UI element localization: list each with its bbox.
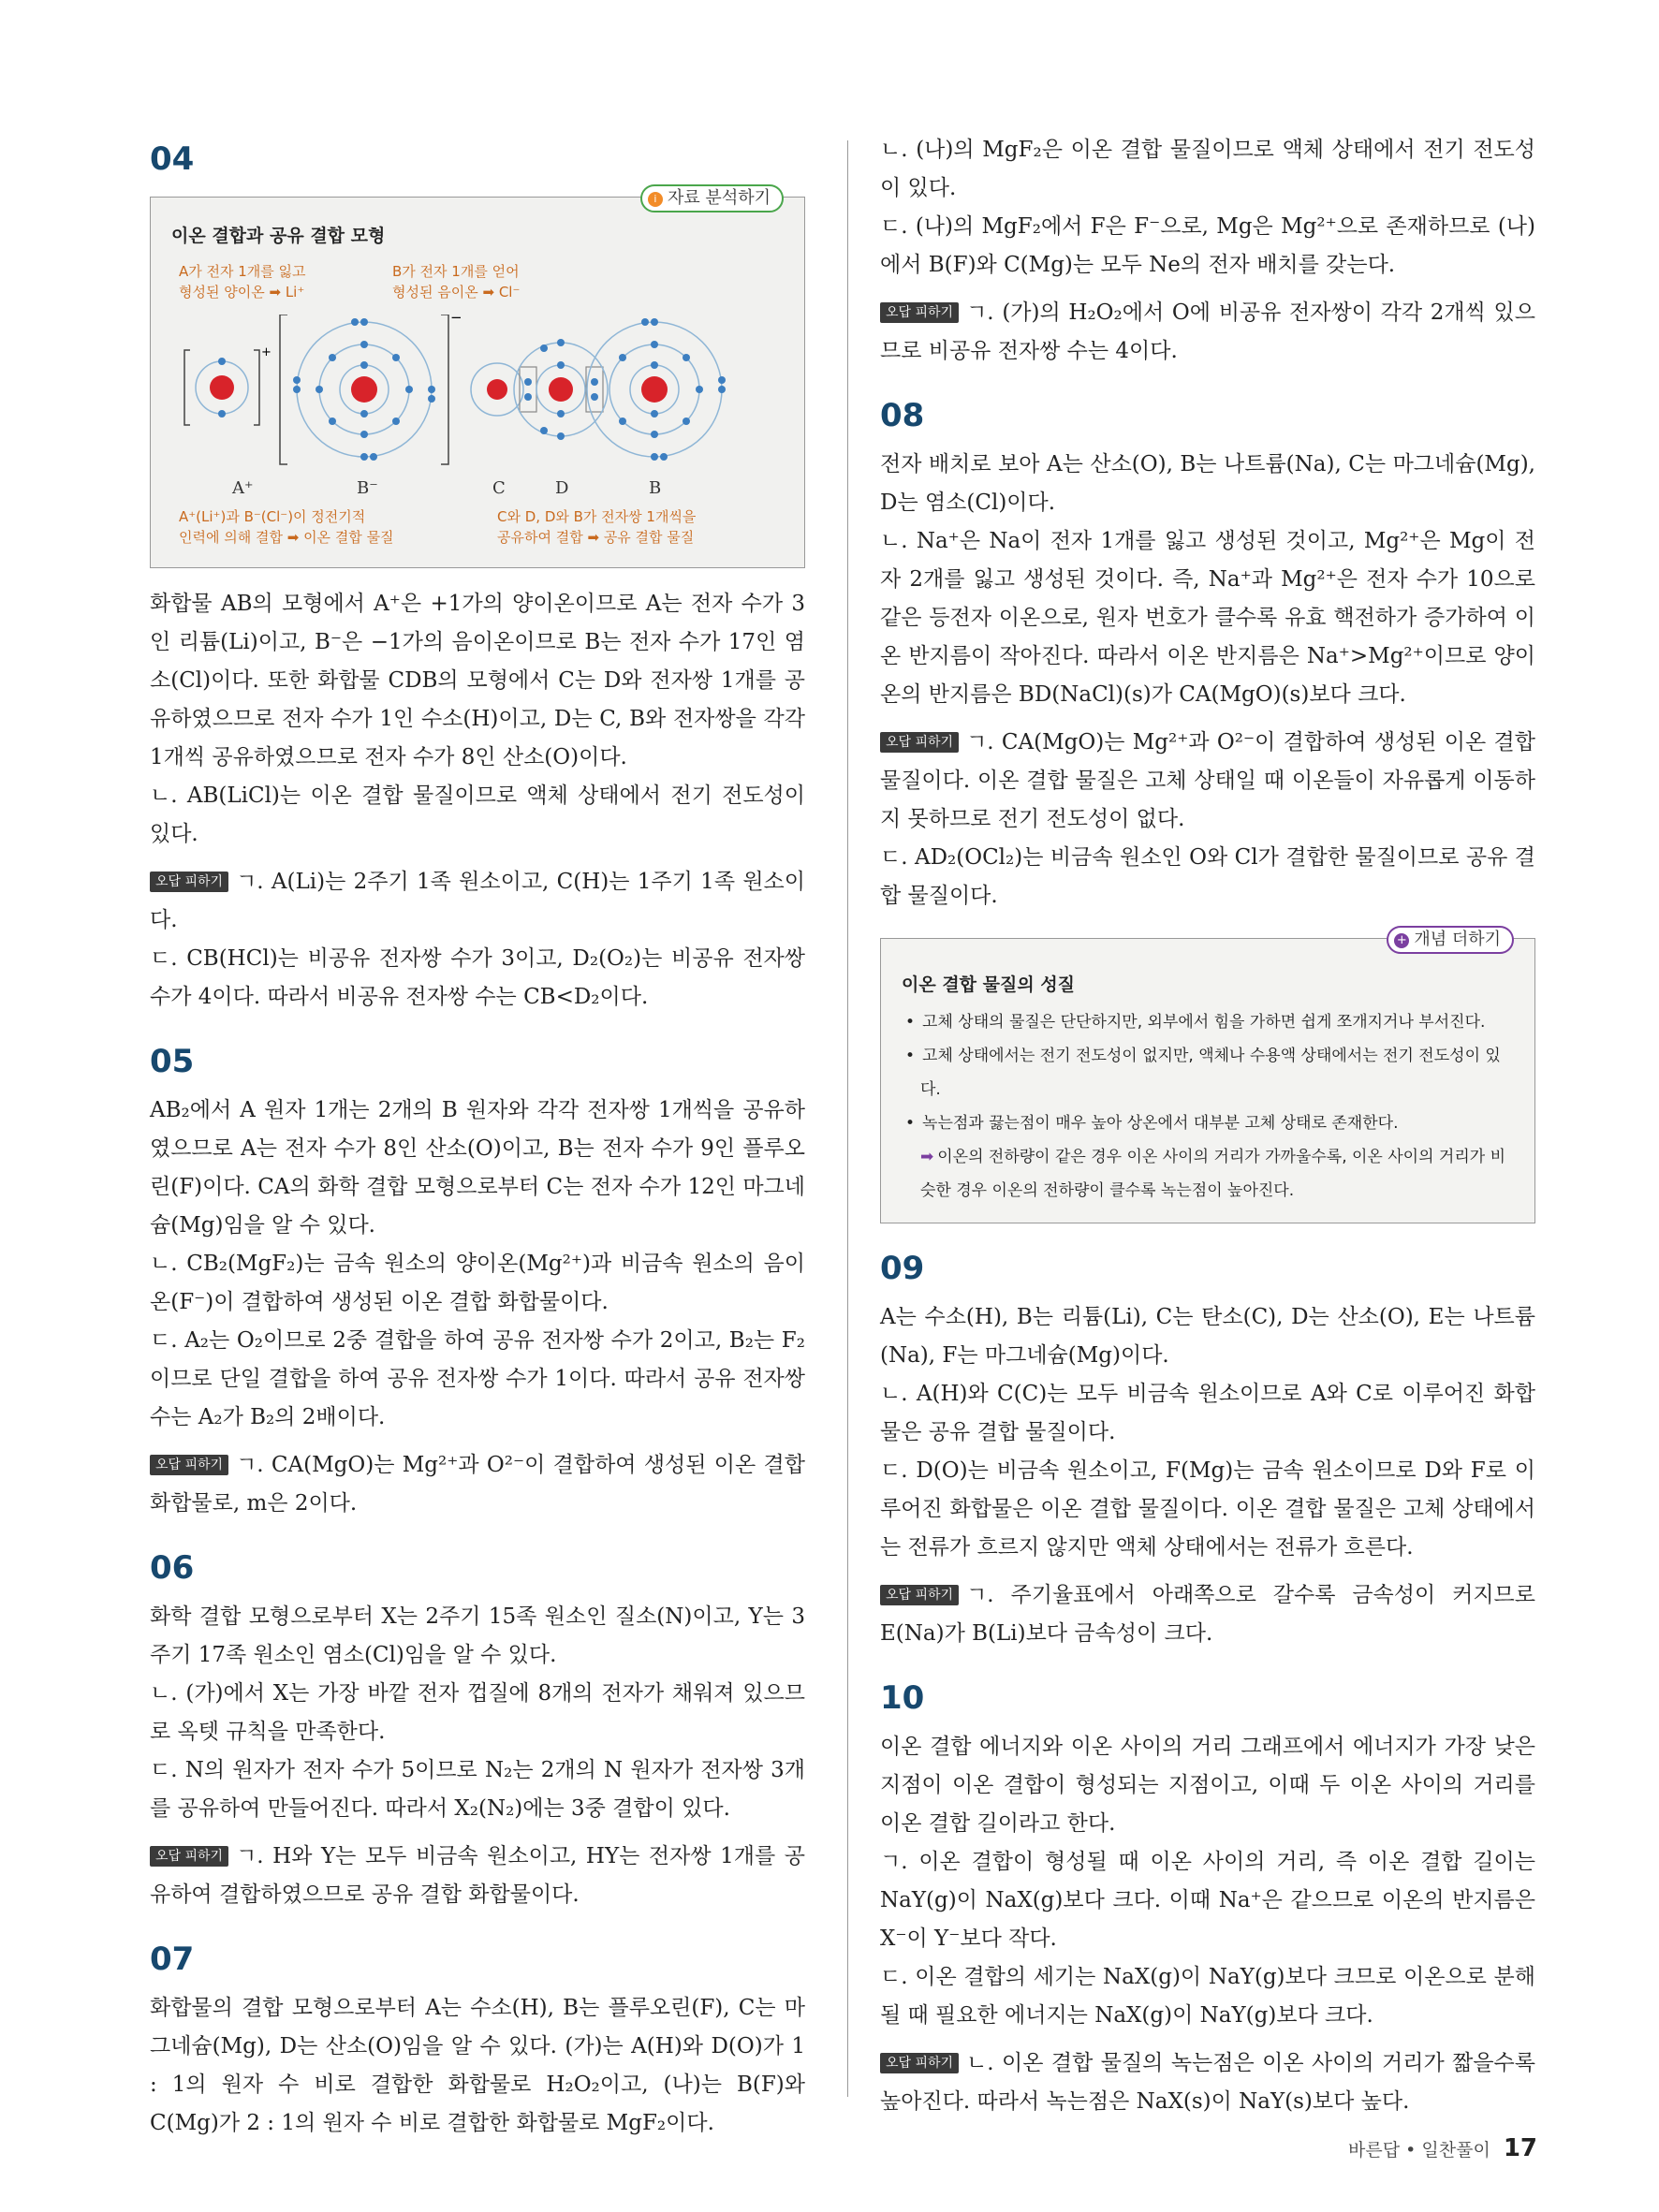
q08-wrong-a-text: ㄱ. CA(MgO)는 Mg²⁺과 O²⁻이 결합하여 생성된 이온 결합 물질이다. 이온 결합 물질은 고체 상태일 때 이온들이 자유롭게 이동하지 못하므로 전기 전도성이 없다. xyxy=(880,730,1535,831)
wrong-answer-badge: 오답 피하기 xyxy=(150,872,228,892)
svg-text:−: − xyxy=(450,315,462,326)
figure-box xyxy=(150,188,805,568)
q07-answer-b: ㄴ. (나)의 MgF₂은 이온 결합 물질이므로 액체 상태에서 전기 전도성이 있다. xyxy=(880,138,1535,200)
plus-icon: + xyxy=(1394,933,1409,948)
page-footer xyxy=(1348,2134,1537,2162)
wrong-answer-badge: 오답 피하기 xyxy=(880,732,959,753)
label-a: A⁺ xyxy=(232,478,254,498)
analysis-tag-label: 자료 분석하기 xyxy=(667,188,771,208)
concept-tag-label: 개념 더하기 xyxy=(1414,930,1501,949)
q06-answer-c: ㄷ. N의 원자가 전자 수가 5이므로 N₂는 2개의 N 원자가 전자쌍 3개를 공유하여 만들어진다. 따라서 X₂(N₂)에는 3중 결합이 있다. xyxy=(150,1758,805,1821)
question-number-06: 06 xyxy=(150,1549,195,1587)
concept-box xyxy=(880,930,1535,1223)
q10-wrong-b-text: ㄴ. 이온 결합 물질의 녹는점은 이온 사이의 거리가 짧을수록 높아진다. 따라서 녹는점은 NaX(s)이 NaY(s)보다 높다. xyxy=(880,2051,1535,2114)
q04-answer-b: ㄴ. AB(LiCl)는 이온 결합 물질이므로 액체 상태에서 전기 전도성이 있다. xyxy=(150,784,805,846)
left-column xyxy=(150,131,805,2143)
note-covalent: C와 D, D와 B가 전자쌍 1개씩을 공유하여 결합 ➡ 공유 결합 물질 xyxy=(497,508,697,546)
concept-note xyxy=(902,1140,1514,1208)
label-b2: B xyxy=(649,478,662,498)
q08-answer-b: ㄴ. Na⁺은 Na이 전자 1개를 잃고 생성된 것이고, Mg²⁺은 Mg이 전자 2개를 잃고 생성된 것이다. 즉, Na⁺과 Mg²⁺은 전자 수가 10으로 같은 등전자 이온으로, 원자 번호가 클수록 유효 핵전하가 증가하여 이온 반지름이 작아진다. 따라서 이온 반지름은 Na⁺>Mg²⁺이므로 양이온의 반지름은 BD(NaCl)(s)가 CA(MgO)(s)보다 크다. xyxy=(880,529,1535,707)
arrow-icon: ➡ xyxy=(920,1148,934,1166)
concept-item: • 고체 상태의 물질은 단단하지만, 외부에서 힘을 가하면 쉽게 쪼개지거나 부서진다. xyxy=(902,1005,1514,1039)
label-d: D xyxy=(555,478,569,498)
wrong-answer-badge: 오답 피하기 xyxy=(880,1585,959,1605)
svg-text:+: + xyxy=(261,345,272,359)
question-number-05: 05 xyxy=(150,1043,195,1080)
q05-answer-c: ㄷ. A₂는 O₂이므로 2중 결합을 하여 공유 전자쌍 수가 2이고, B₂는 F₂이므로 단일 결합을 하여 공유 전자쌍 수가 1이다. 따라서 공유 전자쌍 수는 A₂가 B₂의 2배이다. xyxy=(150,1328,805,1429)
q09-wrong-a xyxy=(880,1576,1535,1653)
note-anion: B가 전자 1개를 얻어 형성된 음이온 ➡ Cl⁻ xyxy=(392,263,521,300)
q09-answer-b: ㄴ. A(H)와 C(C)는 모두 비금속 원소이므로 A와 C로 이루어진 화합물은 공유 결합 물질이다. xyxy=(880,1382,1535,1444)
q10-answer-a: ㄱ. 이온 결합이 형성될 때 이온 사이의 거리, 즉 이온 결합 길이는 NaY(g)이 NaX(g)보다 크다. 이때 Na⁺은 같으므로 이온의 반지름은 X⁻이 Y⁻보다 작다. xyxy=(880,1850,1535,1951)
bond-model-diagram xyxy=(160,315,806,483)
q08-wrong-c: ㄷ. AD₂(OCl₂)는 비금속 원소인 O와 Cl가 결합한 물질이므로 공유 결합 물질이다. xyxy=(880,845,1535,908)
right-column xyxy=(880,131,1535,2121)
question-number-08: 08 xyxy=(880,397,925,434)
q06-explanation: 화학 결합 모형으로부터 X는 2주기 15족 원소인 질소(N)이고, Y는 3주기 17족 원소인 염소(Cl)임을 알 수 있다. xyxy=(150,1604,805,1667)
figure-title: 이온 결합과 공유 결합 모형 xyxy=(171,226,386,246)
q07-wrong-a xyxy=(880,294,1535,371)
q06-wrong-a xyxy=(150,1838,805,1914)
q04-wrong-a-text: ㄱ. A(Li)는 2주기 1족 원소이고, C(H)는 1주기 1족 원소이다. xyxy=(150,870,805,932)
q06-wrong-a-text: ㄱ. H와 Y는 모두 비금속 원소이고, HY는 전자쌍 1개를 공유하여 결합하였으므로 공유 결합 화합물이다. xyxy=(150,1844,805,1907)
q09-wrong-a-text: ㄱ. 주기율표에서 아래쪽으로 갈수록 금속성이 커지므로 E(Na)가 B(Li)보다 금속성이 크다. xyxy=(880,1583,1535,1646)
wrong-answer-badge: 오답 피하기 xyxy=(150,1846,228,1867)
note-ionic: A⁺(Li⁺)과 B⁻(Cl⁻)이 정전기적 인력에 의해 결합 ➡ 이온 결합 물질 xyxy=(179,508,394,546)
page-number: 17 xyxy=(1503,2134,1537,2162)
analysis-tag xyxy=(640,184,784,212)
q05-explanation: AB₂에서 A 원자 1개는 2개의 B 원자와 각각 전자쌍 1개씩을 공유하였으므로 A는 전자 수가 8인 산소(O)이고, B는 전자 수가 9인 플루오린(F)이다. CA의 화학 결합 모형으로부터 C는 전자 수가 12인 마그네슘(Mg)임을 알 수 있다. xyxy=(150,1098,805,1238)
question-number-10: 10 xyxy=(880,1679,925,1717)
q04-wrong-c: ㄷ. CB(HCl)는 비공유 전자쌍 수가 3이고, D₂(O₂)는 비공유 전자쌍 수가 4이다. 따라서 비공유 전자쌍 수는 CB<D₂이다. xyxy=(150,946,805,1009)
anion-b-model xyxy=(280,315,462,464)
q05-answer-b: ㄴ. CB₂(MgF₂)는 금속 원소의 양이온(Mg²⁺)과 비금속 원소의 음이온(F⁻)이 결합하여 생성된 이온 결합 화합물이다. xyxy=(150,1252,805,1314)
q04-wrong-a xyxy=(150,863,805,940)
note-cation: A가 전자 1개를 잃고 형성된 양이온 ➡ Li⁺ xyxy=(179,263,306,300)
q04-explanation: 화합물 AB의 모형에서 A⁺은 +1가의 양이온이므로 A는 전자 수가 3인 리튬(Li)이고, B⁻은 −1가의 음이온이므로 B는 전자 수가 17인 염소(Cl)이다. 또한 화합물 CDB의 모형에서 C는 D와 전자쌍 1개를 공유하였으므로 전자 수가 1인 수소(H)이고, D는 C, B와 전자쌍을 각각 1개씩 공유하였으므로 전자 수가 8인 산소(O)이다. xyxy=(150,592,805,769)
q09-answer-c: ㄷ. D(O)는 비금속 원소이고, F(Mg)는 금속 원소이므로 D와 F로 이루어진 화합물은 이온 결합 물질이다. 이온 결합 물질은 고체 상태에서는 전류가 흐르지 않지만 액체 상태에서는 전류가 흐른다. xyxy=(880,1458,1535,1560)
concept-note-text: 이온의 전하량이 같은 경우 이온 사이의 거리가 가까울수록, 이온 사이의 거리가 비슷한 경우 이온의 전하량이 클수록 녹는점이 높아진다. xyxy=(920,1148,1506,1200)
q07-explanation: 화합물의 결합 모형으로부터 A는 수소(H), B는 플루오린(F), C는 마그네슘(Mg), D는 산소(O)임을 알 수 있다. (가)는 A(H)와 D(O)가 1 : 1의 원자 수 비로 결합한 화합물로 H₂O₂이고, (나)는 B(F)와 C(Mg)가 2 : 1의 원자 수 비로 결합한 화합물로 MgF₂이다. xyxy=(150,1996,805,2135)
q10-wrong-b xyxy=(880,2044,1535,2121)
column-divider xyxy=(847,140,848,2097)
label-b: B⁻ xyxy=(357,478,378,498)
footer-text: 바른답 • 일찬풀이 xyxy=(1348,2140,1490,2161)
wrong-answer-badge: 오답 피하기 xyxy=(880,302,959,323)
q08-explanation: 전자 배치로 보아 A는 산소(O), B는 나트륨(Na), C는 마그네슘(Mg), D는 염소(Cl)이다. xyxy=(880,452,1535,515)
covalent-cdb-model xyxy=(471,318,726,461)
q07-answer-c: ㄷ. (나)의 MgF₂에서 F은 F⁻으로, Mg은 Mg²⁺으로 존재하므로 (나)에서 B(F)와 C(Mg)는 모두 Ne의 전자 배치를 갖는다. xyxy=(880,214,1535,277)
wrong-answer-badge: 오답 피하기 xyxy=(880,2053,959,2073)
label-c: C xyxy=(492,478,506,498)
q05-wrong-a-text: ㄱ. CA(MgO)는 Mg²⁺과 O²⁻이 결합하여 생성된 이온 결합 화합물로, m은 2이다. xyxy=(150,1453,805,1516)
q06-answer-b: ㄴ. (가)에서 X는 가장 바깥 전자 껍질에 8개의 전자가 채워져 있으므로 옥텟 규칙을 만족한다. xyxy=(150,1681,805,1744)
q10-answer-c: ㄷ. 이온 결합의 세기는 NaX(g)이 NaY(g)보다 크므로 이온으로 분해될 때 필요한 에너지는 NaX(g)이 NaY(g)보다 크다. xyxy=(880,1965,1535,2028)
data-analysis-icon: i xyxy=(648,192,663,207)
q07-wrong-a-text: ㄱ. (가)의 H₂O₂에서 O에 비공유 전자쌍이 각각 2개씩 있으므로 비공유 전자쌍 수는 4이다. xyxy=(880,300,1535,363)
concept-tag xyxy=(1387,926,1514,954)
concept-title: 이온 결합 물질의 성질 xyxy=(902,974,1076,995)
wrong-answer-badge: 오답 피하기 xyxy=(150,1455,228,1475)
concept-list xyxy=(902,1005,1514,1140)
question-number-07: 07 xyxy=(150,1941,195,1978)
q08-wrong-a xyxy=(880,724,1535,839)
q05-wrong-a xyxy=(150,1446,805,1523)
question-number-09: 09 xyxy=(880,1250,925,1287)
cation-a-model xyxy=(184,345,272,425)
concept-item: • 녹는점과 끓는점이 매우 높아 상온에서 대부분 고체 상태로 존재한다. xyxy=(902,1106,1514,1140)
question-number-04: 04 xyxy=(150,140,195,178)
q10-explanation: 이온 결합 에너지와 이온 사이의 거리 그래프에서 에너지가 가장 낮은 지점이 이온 결합이 형성되는 지점이고, 이때 두 이온 사이의 거리를 이온 결합 길이라고 한다. xyxy=(880,1735,1535,1836)
concept-item: • 고체 상태에서는 전기 전도성이 없지만, 액체나 수용액 상태에서는 전기 전도성이 있다. xyxy=(902,1039,1514,1106)
q09-explanation: A는 수소(H), B는 리튬(Li), C는 탄소(C), D는 산소(O), E는 나트륨(Na), F는 마그네슘(Mg)이다. xyxy=(880,1305,1535,1368)
